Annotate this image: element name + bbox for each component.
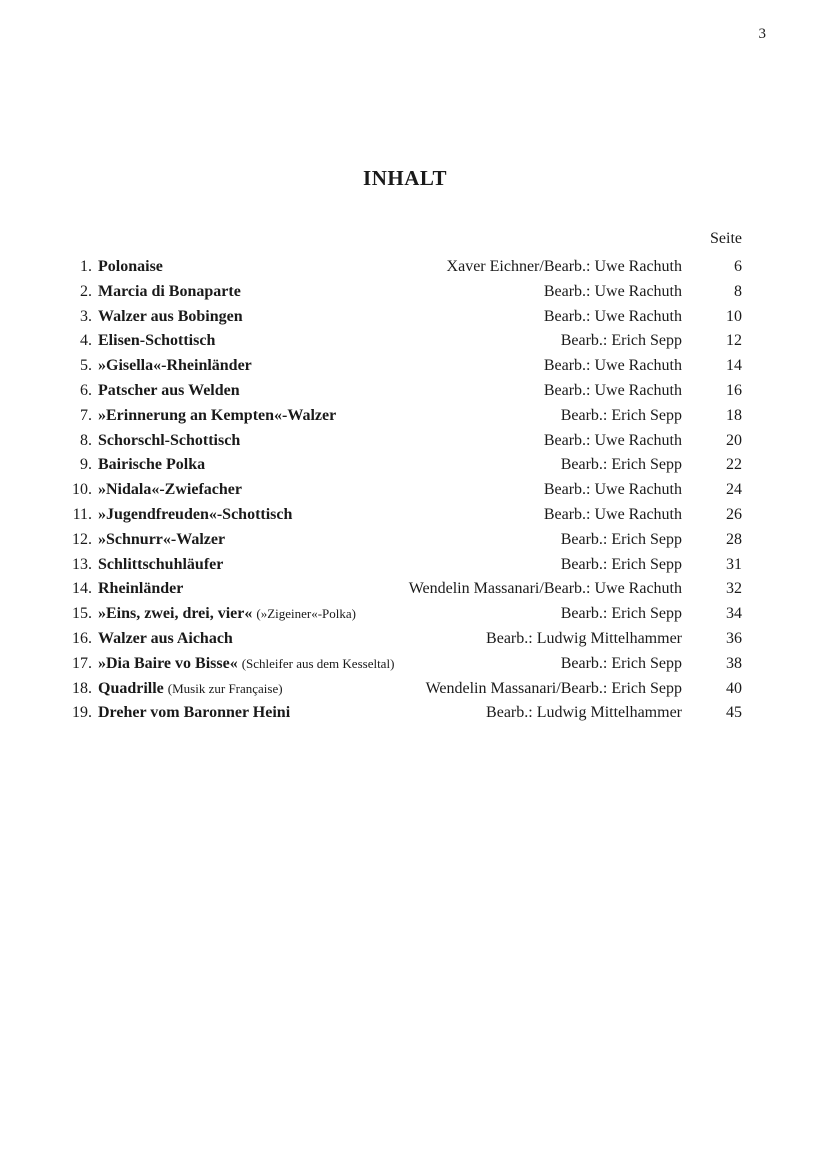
entry-piece — [98, 627, 233, 652]
page-title: INHALT — [363, 166, 447, 190]
toc-entry — [0, 280, 820, 305]
entry-arranger: Bearb.: Ludwig Mittelhammer — [486, 629, 682, 647]
toc-entry — [0, 602, 820, 627]
toc-entry — [0, 503, 820, 528]
entry-title: Elisen-Schottisch — [98, 332, 216, 350]
entry-arranger: Xaver Eichner/Bearb.: Uwe Rachuth — [446, 258, 682, 275]
entry-title: Quadrille — [98, 679, 164, 697]
entry-arranger: Bearb.: Erich Sepp — [560, 605, 682, 623]
entry-title: »Eins, zwei, drei, vier« — [98, 605, 253, 623]
entry-piece — [98, 577, 183, 602]
entry-piece — [98, 280, 241, 305]
entry-arranger: Bearb.: Erich Sepp — [560, 654, 682, 672]
toc-entry — [0, 379, 820, 404]
entry-title: »Nidala«-Zwiefacher — [98, 481, 242, 499]
entry-subtitle: (»Zigeiner«-Polka) — [256, 606, 356, 622]
entry-number: 7. — [80, 406, 92, 424]
toc-entry — [0, 478, 820, 503]
entry-page-number: 12 — [726, 332, 742, 350]
table-of-contents — [0, 255, 820, 726]
entry-piece — [98, 553, 223, 578]
entry-page-number: 24 — [726, 481, 742, 499]
entry-piece — [98, 429, 240, 454]
entry-arranger: Bearb.: Uwe Rachuth — [543, 282, 682, 300]
entry-page-number: 38 — [726, 654, 742, 672]
entry-number: 15. — [72, 605, 92, 623]
entry-number: 12. — [72, 530, 92, 548]
entry-page-number: 14 — [726, 357, 742, 375]
entry-piece — [98, 255, 163, 280]
entry-piece — [98, 305, 243, 330]
entry-arranger: Bearb.: Erich Sepp — [560, 332, 682, 350]
entry-page-number: 8 — [734, 282, 742, 300]
entry-title: Marcia di Bonaparte — [98, 282, 241, 300]
entry-number: 18. — [72, 679, 92, 697]
entry-number: 1. — [80, 258, 92, 275]
entry-page-number: 22 — [726, 456, 742, 474]
entry-number: 3. — [80, 307, 92, 325]
entry-arranger: Wendelin Massanari/Bearb.: Uwe Rachuth — [408, 580, 682, 598]
entry-title: »Schnurr«-Walzer — [98, 530, 226, 548]
entry-piece — [98, 453, 205, 478]
entry-piece — [98, 652, 394, 677]
entry-title: Polonaise — [98, 258, 163, 275]
entry-title: »Dia Baire vo Bisse« — [98, 654, 238, 672]
entry-piece — [98, 354, 252, 379]
toc-entry — [0, 553, 820, 578]
entry-page-number: 20 — [726, 431, 742, 449]
entry-number: 19. — [72, 704, 92, 722]
entry-piece — [98, 528, 225, 553]
entry-number: 17. — [72, 654, 92, 672]
entry-arranger: Bearb.: Uwe Rachuth — [543, 381, 682, 399]
toc-entry — [0, 305, 820, 330]
entry-arranger: Bearb.: Erich Sepp — [560, 530, 682, 548]
entry-page-number: 10 — [726, 307, 742, 325]
entry-arranger: Bearb.: Uwe Rachuth — [543, 307, 682, 325]
entry-number: 8. — [80, 431, 92, 449]
entry-page-number: 45 — [726, 704, 742, 722]
toc-entry — [0, 577, 820, 602]
entry-piece — [98, 478, 242, 503]
entry-title: »Erinnerung an Kempten«-Walzer — [98, 406, 337, 424]
entry-number: 16. — [72, 629, 92, 647]
entry-title: Bairische Polka — [98, 456, 206, 474]
toc-entry — [0, 528, 820, 553]
entry-piece — [98, 329, 215, 354]
entry-page-number: 18 — [726, 406, 742, 424]
entry-title: Schorschl-Schottisch — [98, 431, 241, 449]
entry-arranger: Bearb.: Erich Sepp — [560, 456, 682, 474]
entry-number: 4. — [80, 332, 92, 350]
entry-number: 6. — [80, 381, 92, 399]
entry-arranger: Bearb.: Ludwig Mittelhammer — [486, 704, 682, 722]
toc-entry — [0, 255, 820, 280]
toc-entry — [0, 354, 820, 379]
entry-arranger: Bearb.: Uwe Rachuth — [543, 357, 682, 375]
page-number: 3 — [758, 26, 766, 42]
entry-piece — [98, 602, 356, 627]
entry-title: »Jugendfreuden«-Schottisch — [98, 505, 293, 523]
toc-entry — [0, 677, 820, 702]
entry-page-number: 34 — [726, 605, 742, 623]
toc-entry — [0, 429, 820, 454]
entry-number: 2. — [80, 282, 92, 300]
entry-arranger: Bearb.: Erich Sepp — [560, 406, 682, 424]
entry-title: Dreher vom Baronner Heini — [98, 704, 291, 722]
entry-title: Walzer aus Aichach — [98, 629, 233, 647]
entry-piece — [98, 503, 292, 528]
entry-number: 11. — [72, 505, 92, 523]
entry-arranger: Wendelin Massanari/Bearb.: Erich Sepp — [425, 679, 682, 697]
entry-page-number: 16 — [726, 381, 742, 399]
entry-number: 5. — [80, 357, 92, 375]
entry-title: Patscher aus Welden — [98, 381, 240, 399]
entry-title: Rheinländer — [98, 580, 184, 598]
entry-piece — [98, 701, 290, 726]
toc-entry — [0, 627, 820, 652]
entry-piece — [98, 379, 240, 404]
entry-arranger: Bearb.: Uwe Rachuth — [543, 431, 682, 449]
toc-entry — [0, 652, 820, 677]
entry-page-number: 31 — [726, 555, 742, 573]
entry-page-number: 40 — [726, 679, 742, 697]
entry-number: 13. — [72, 555, 92, 573]
entry-subtitle: (Musik zur Française) — [167, 680, 283, 696]
entry-page-number: 28 — [726, 530, 742, 548]
entry-title: »Gisella«-Rheinländer — [98, 357, 252, 375]
entry-subtitle: (Schleifer aus dem Kesseltal) — [241, 655, 395, 671]
entry-piece — [98, 404, 336, 429]
toc-entry — [0, 701, 820, 726]
entry-title: Walzer aus Bobingen — [98, 307, 243, 325]
entry-title: Schlittschuhläufer — [98, 555, 224, 573]
entry-arranger: Bearb.: Erich Sepp — [560, 555, 682, 573]
page-column-header: Seite — [710, 230, 742, 247]
entry-page-number: 26 — [726, 505, 742, 523]
entry-number: 9. — [80, 456, 92, 474]
toc-entry — [0, 453, 820, 478]
entry-arranger: Bearb.: Uwe Rachuth — [543, 505, 682, 523]
toc-entry — [0, 329, 820, 354]
toc-entry — [0, 404, 820, 429]
entry-number: 14. — [72, 580, 92, 598]
entry-page-number: 36 — [726, 629, 742, 647]
entry-page-number: 6 — [734, 258, 742, 275]
entry-piece — [98, 677, 283, 702]
entry-arranger: Bearb.: Uwe Rachuth — [543, 481, 682, 499]
entry-page-number: 32 — [726, 580, 742, 598]
entry-number: 10. — [72, 481, 92, 499]
